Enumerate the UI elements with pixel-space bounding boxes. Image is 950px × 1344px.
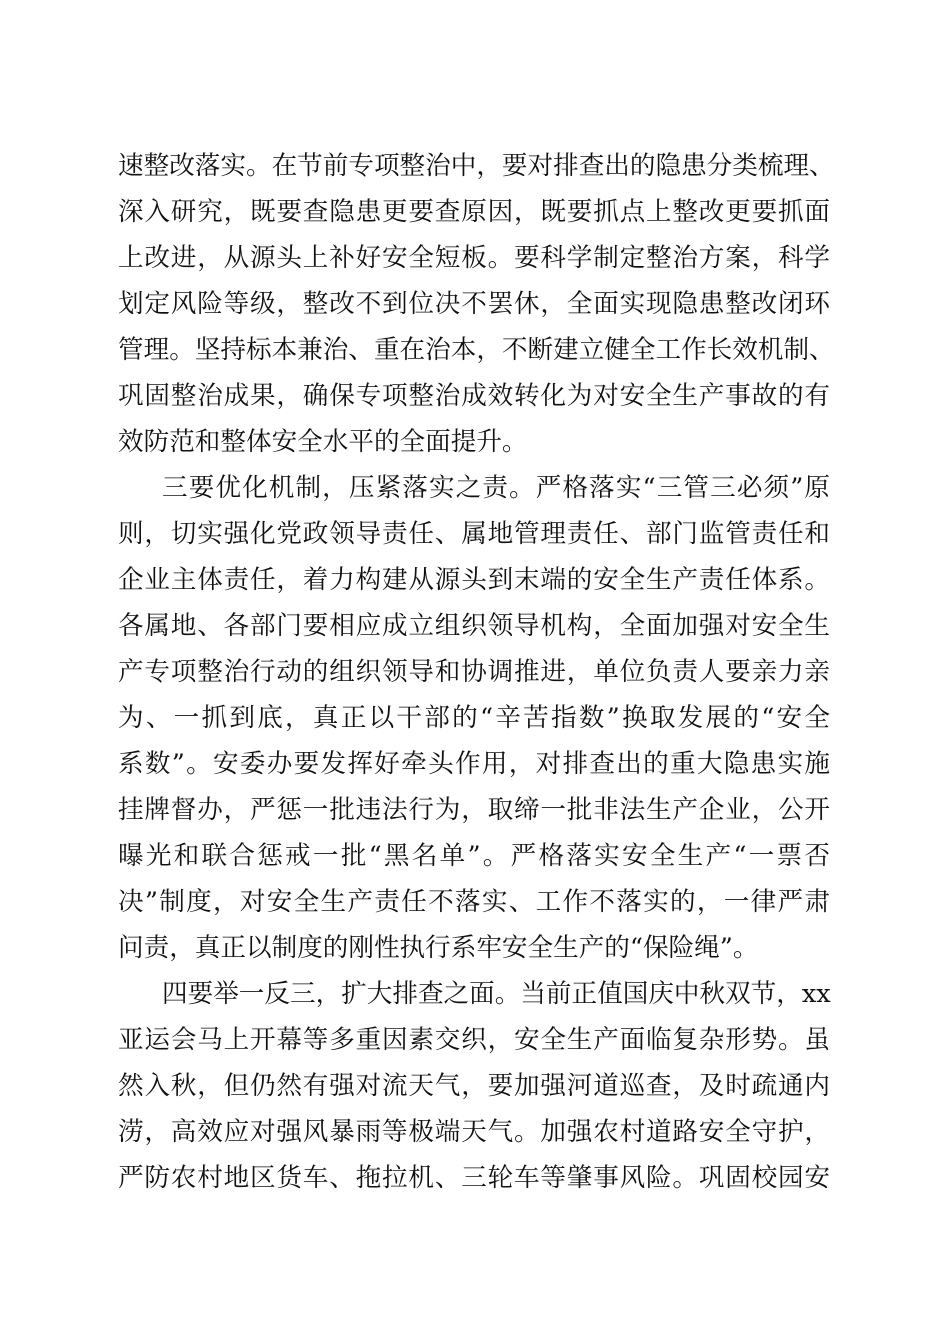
text-line: 四要举一反三，扩大排查之面。当前正值国庆中秋双节，xx bbox=[162, 979, 831, 1009]
text-line: 问责，真正以制度的刚性执行系牢安全生产的“保险绳”。 bbox=[118, 933, 759, 963]
text-line: 亚运会马上开幕等多重因素交织，安全生产面临复杂形势。虽 bbox=[118, 1025, 830, 1055]
text-line: 涝，高效应对强风暴雨等极端天气。加强农村道路安全守护， bbox=[118, 1117, 830, 1147]
paragraph-2 bbox=[118, 465, 830, 971]
text-line: 系数”。安委办要发挥好牵头作用，对排查出的重大隐患实施 bbox=[118, 749, 830, 779]
text-line: 上改进，从源头上补好安全短板。要科学制定整治方案，科学 bbox=[118, 243, 830, 273]
text-line: 严防农村地区货车、拖拉机、三轮车等肇事风险。巩固校园安 bbox=[118, 1163, 830, 1193]
text-line: 管理。坚持标本兼治、重在治本，不断建立健全工作长效机制、 bbox=[118, 335, 835, 365]
text-line: 企业主体责任，着力构建从源头到末端的安全生产责任体系。 bbox=[118, 565, 830, 595]
paragraph-3 bbox=[118, 971, 830, 1201]
text-line: 各属地、各部门要相应成立组织领导机构，全面加强对安全生 bbox=[118, 611, 830, 641]
paragraph-1 bbox=[118, 143, 835, 465]
text-line: 三要优化机制，压紧落实之责。严格落实“三管三必须”原 bbox=[162, 473, 830, 503]
text-line: 巩固整治成果，确保专项整治成效转化为对安全生产事故的有 bbox=[118, 381, 830, 411]
text-line: 产专项整治行动的组织领导和协调推进，单位负责人要亲力亲 bbox=[118, 657, 830, 687]
text-line: 决”制度，对安全生产责任不落实、工作不落实的，一律严肃 bbox=[118, 887, 830, 917]
text-line: 划定风险等级，整改不到位决不罢休，全面实现隐患整改闭环 bbox=[118, 289, 830, 319]
text-line: 为、一抓到底，真正以干部的“辛苦指数”换取发展的“安全 bbox=[118, 703, 830, 733]
text-line: 曝光和联合惩戒一批“黑名单”。严格落实安全生产“一票否 bbox=[118, 841, 830, 871]
text-line: 挂牌督办，严惩一批违法行为，取缔一批非法生产企业，公开 bbox=[118, 795, 830, 825]
text-line: 然入秋，但仍然有强对流天气，要加强河道巡查，及时疏通内 bbox=[118, 1071, 830, 1101]
body-text bbox=[118, 143, 835, 1201]
text-line: 则，切实强化党政领导责任、属地管理责任、部门监管责任和 bbox=[118, 519, 830, 549]
text-line: 深入研究，既要查隐患更要查原因，既要抓点上整改更要抓面 bbox=[118, 197, 830, 227]
text-line: 效防范和整体安全水平的全面提升。 bbox=[118, 427, 528, 457]
text-line: 速整改落实。在节前专项整治中，要对排查出的隐患分类梳理、 bbox=[118, 151, 835, 181]
